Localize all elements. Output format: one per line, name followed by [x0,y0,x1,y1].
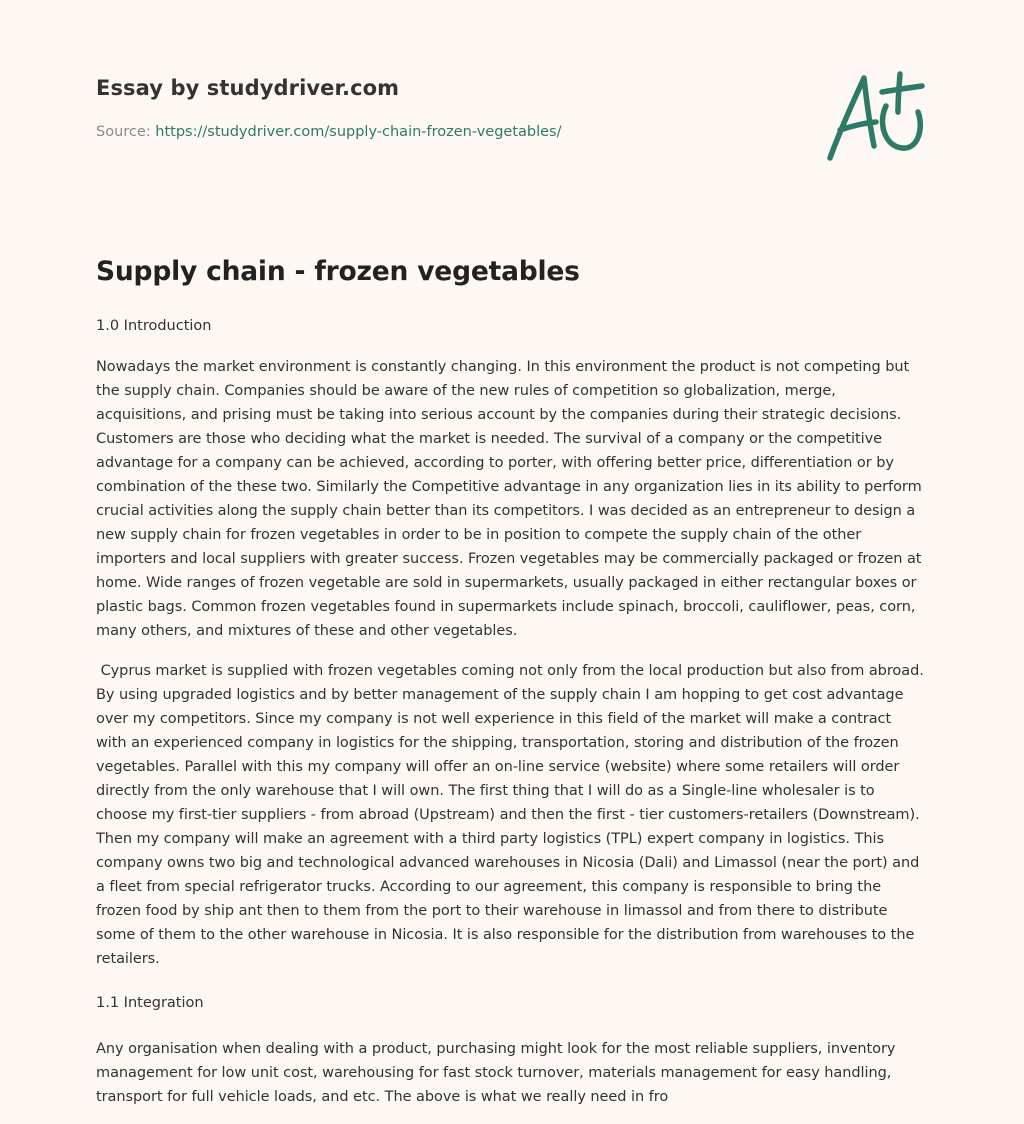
source-line [96,124,562,140]
plus-horizontal-stroke [882,86,922,92]
plus-vertical-stroke [898,74,900,112]
site-brand: Essay by studydriver.com [96,76,400,100]
paragraph-integration-1: Any organisation when dealing with a product, purchasing might look for the most reliable suppliers, inventory management for low unit cost, warehousing for fast stock turnover, materials management for easy handling, transport for full vehicle loads, and etc. The above is what we really need in fro [96,1041,896,1105]
a-plus-grade-icon [822,66,928,166]
a-letter-stroke [830,78,874,158]
essay-title: Supply chain - frozen vegetables [96,256,580,287]
paragraph-introduction-1: Nowadays the market environment is constantly changing. In this environment the product is not competing but the supply chain. Companies should be aware of the new rules of competition so globalization, merge, acquisitions, and prising must be taking into serious account by the companies during their strategic decisions. Customers are those who deciding what the market is needed. The survival of a company or the competitive advantage for a company can be achieved, according to porter, with offering better price, differentiation or by combination of the these two. Similarly the Competitive advantage in any organization lies in its ability to perform crucial activities along the supply chain better than its competitors. I was decided as an entrepreneur to design a new supply chain for frozen vegetables in order to be in position to compete the supply chain of the other importers and local suppliers with greater success. Frozen vegetables may be commercially packaged or frozen at home. Wide ranges of frozen vegetable are sold in supermarkets, usually packaged in either rectangular boxes or plastic bags. Common frozen vegetables found in supermarkets include spinach, broccoli, cauliflower, peas, corn, many others, and mixtures of these and other vegetables. [96,359,922,639]
section-heading-integration: 1.1 Integration [96,995,204,1011]
source-link[interactable]: https://studydriver.com/supply-chain-frozen-vegetables/ [155,124,562,140]
circle-stroke [883,106,921,148]
source-label: Source: [96,124,151,140]
section-heading-introduction: 1.0 Introduction [96,318,212,334]
paragraph-introduction-2: Cyprus market is supplied with frozen vegetables coming not only from the local production but also from abroad. By using upgraded logistics and by better management of the supply chain I am hopping to get cost advantage over my competitors. Since my company is not well experience in this field of the market will make a contract with an experienced company in logistics for the shipping, transportation, storing and distribution of the frozen vegetables. Parallel with this my company will offer an on-line service (website) where some retailers will order directly from the only warehouse that I will own. The first thing that I will do as a Single-line wholesaler is to choose my first-tier suppliers - from abroad (Upstream) and then the first - tier customers-retailers (Downstream). Then my company will make an agreement with a third party logistics (TPL) expert company in logistics. This company owns two big and technological advanced warehouses in Nicosia (Dali) and Limassol (near the port) and a fleet from special refrigerator trucks. According to our agreement, this company is responsible to bring the frozen food by ship ant then to them from the port to their warehouse in limassol and from there to distribute some of them to the other warehouse in Nicosia. It is also responsible for the distribution from warehouses to the retailers. [96,663,929,967]
